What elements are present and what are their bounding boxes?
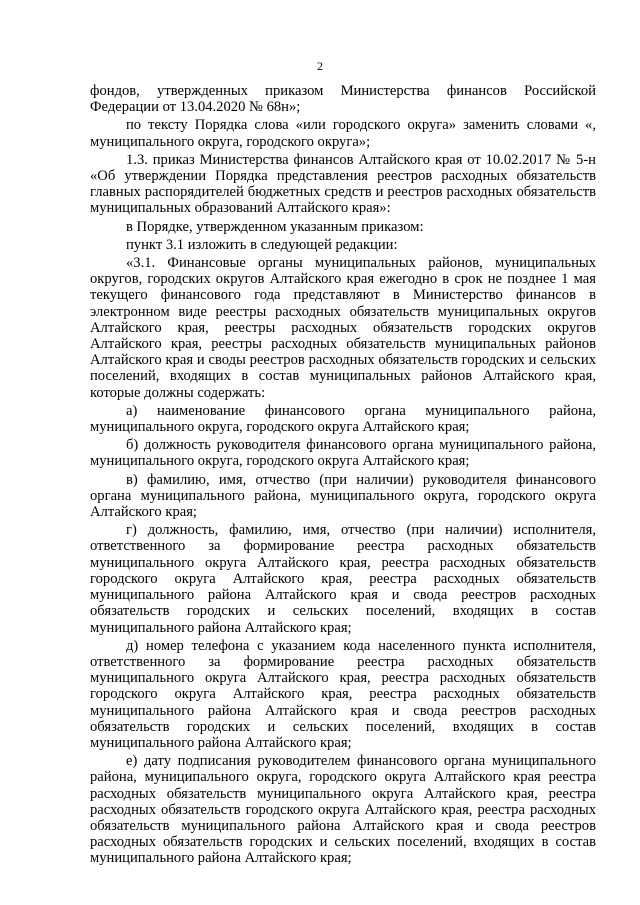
paragraph: а) наименование финансового органа муниципального района, муниципального округа, городского округа Алтайского края; (90, 402, 596, 436)
paragraph: по тексту Порядка слова «или городского округа» заменить словами «, муниципального округа, городского округа»; (90, 117, 596, 150)
paragraph: в) фамилию, имя, отчество (при наличии) руководителя финансового органа муниципального района, муниципального округа, городского округа Алтайского края; (90, 471, 596, 521)
paragraph: б) должность руководителя финансового органа муниципального района, муниципального округа, городского округа Алтайского края; (90, 437, 596, 470)
document-body (90, 83, 596, 867)
paragraph: е) дату подписания руководителем финансового органа муниципального района, муниципального округа, городского округа Алтайского края реестра расходных обязательств муниципального округа Алтайского края, реестра расходных обязательств городского округа Алтайского края, реестра расходных обязательств муниципального района Алтайского края и свода реестров расходных обязательств городских и сельских поселений, входящих в состав муниципального района Алтайского края; (90, 753, 596, 867)
paragraph: д) номер телефона с указанием кода населенного пункта исполнителя, ответственного за формирование реестра расходных обязательств муниципального округа Алтайского края, реестра расходных обязательств городского округа Алтайского края, реестра расходных обязательств муниципального района Алтайского края и свода реестров расходных обязательств городских и сельских поселений, входящих в состав муниципального района Алтайского края; (90, 637, 596, 751)
paragraph: в Порядке, утвержденном указанным приказом: (126, 218, 424, 235)
paragraph: пункт 3.1 изложить в следующей редакции: (126, 236, 398, 253)
paragraph: г) должность, фамилию, имя, отчество (при наличии) исполнителя, ответственного за формирование реестра расходных обязательств муниципального округа Алтайского края, реестра расходных обязательств городского округа Алтайского края, реестра расходных обязательств муниципального района Алтайского края и свода реестров расходных обязательств городских и сельских поселений, входящих в состав муниципального района Алтайского края; (90, 522, 596, 636)
paragraph: 1.3. приказ Министерства финансов Алтайского края от 10.02.2017 № 5-н «Об утверждении Порядка представления реестров расходных обязательств главных распорядителей бюджетных средств и реестров расходных обязательств муниципальных образований Алтайского края»: (90, 151, 596, 217)
paragraph: фондов, утвержденных приказом Министерства финансов Российской Федерации от 13.04.2020 № 68н»; (90, 83, 596, 116)
paragraph: «3.1. Финансовые органы муниципальных районов, муниципальных округов, городских округов Алтайского края ежегодно в срок не позднее 1 мая текущего финансового года представляют в Министерство финансов в электронном виде реестры расходных обязательств муниципальных округов Алтайского края, реестры расходных обязательств городских округов Алтайского края, реестры расходных обязательств муниципальных районов Алтайского края и своды реестров расходных обязательств городских и сельских поселений, входящих в состав муниципальных районов Алтайского края, которые должны содержать: (90, 255, 596, 401)
page-number: 2 (317, 59, 323, 73)
